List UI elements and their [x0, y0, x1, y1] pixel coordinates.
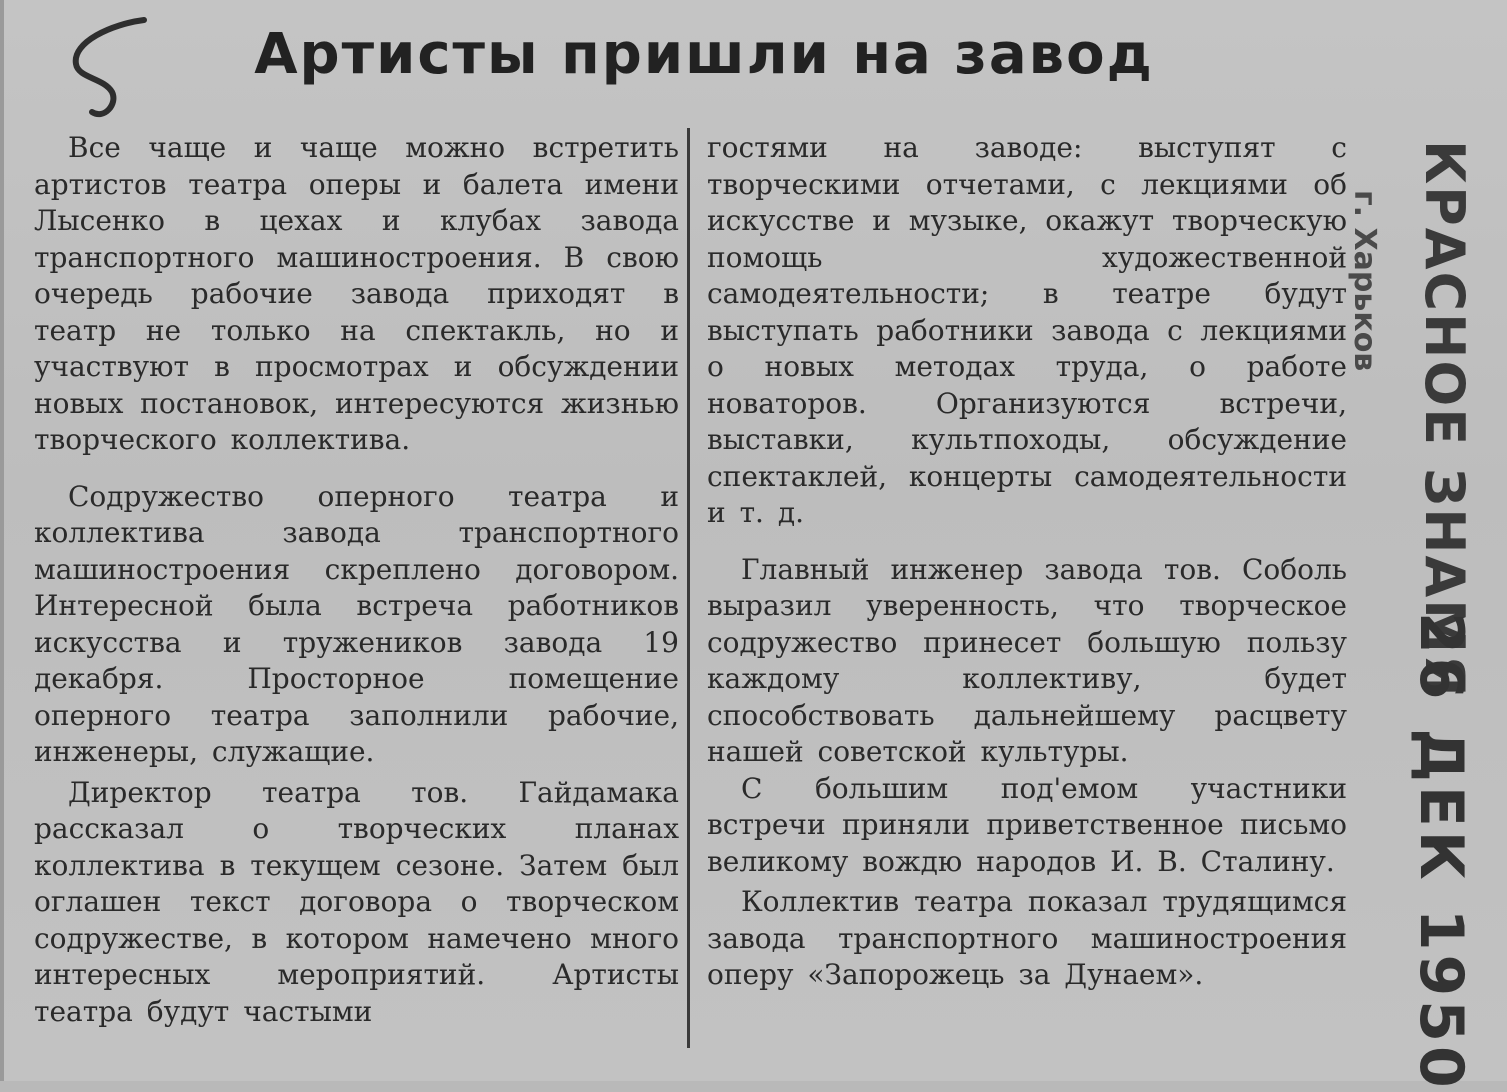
paragraph: Все чаще и чаще можно встретить артистов театра оперы и балета имени Лысенко в цехах и клубах завода транспортного машиностроения. В свою очередь рабочие завода приходят в театр не только на спектакль, но и участвуют в просмотрах и обсуждении новых постановок, интересуются жизнью творческого коллектива.	[34, 131, 679, 456]
handwritten-mark	[52, 12, 162, 122]
stamp-date: 26 ДЕК 1950	[1406, 612, 1476, 1092]
article-headline: Артисты пришли на завод	[254, 22, 1154, 87]
paragraph: Главный инженер завода тов. Соболь выразил уверенность, что творческое содружество принесет большую пользу каждому коллективу, будет способствовать дальнейшему расцвету нашей советской культуры.	[707, 552, 1347, 768]
article-column-right	[707, 130, 1347, 994]
article-column-left	[34, 130, 679, 1030]
paragraph: Директор театра тов. Гайдамака рассказал о творческих планах коллектива в текущем сезоне. Затем был оглашен текст договора о творческом содружестве, в котором намечено много интересных мероприятий. Артисты театра будут частыми	[34, 775, 679, 1028]
stamp-city: г. Харьков	[1347, 190, 1382, 372]
paragraph: Коллектив театра показал трудящимся завода транспортного машиностроения оперу «Запорожець за Дунаем».	[707, 885, 1347, 991]
paragraph: Содружество оперного театра и коллектива завода транспортного машиностроения скреплено договором. Интересной была встреча работников искусства и тружеников завода 19 декабря. Просторное помещение оперного театра заполнили рабочие, инженеры, служащие.	[34, 479, 679, 768]
paragraph: С большим под'емом участники встречи приняли приветственное письмо великому вождю народов И. В. Сталину.	[707, 771, 1347, 878]
stamp-newspaper-name: КРАСНОЕ ЗНАМЯ	[1413, 140, 1476, 699]
paragraph: гостями на заводе: выступят с творческими отчетами, с лекциями об искусстве и музыке, окажут творческую помощь художественной самодеятельности; в театре будут выступать работники завода с лекциями о новых методах труда, о работе новаторов. Организуются встречи, выставки, культпоходы, обсуждение спектаклей, концерты самодеятельности и т. д.	[707, 131, 1347, 529]
column-divider	[687, 128, 690, 1048]
